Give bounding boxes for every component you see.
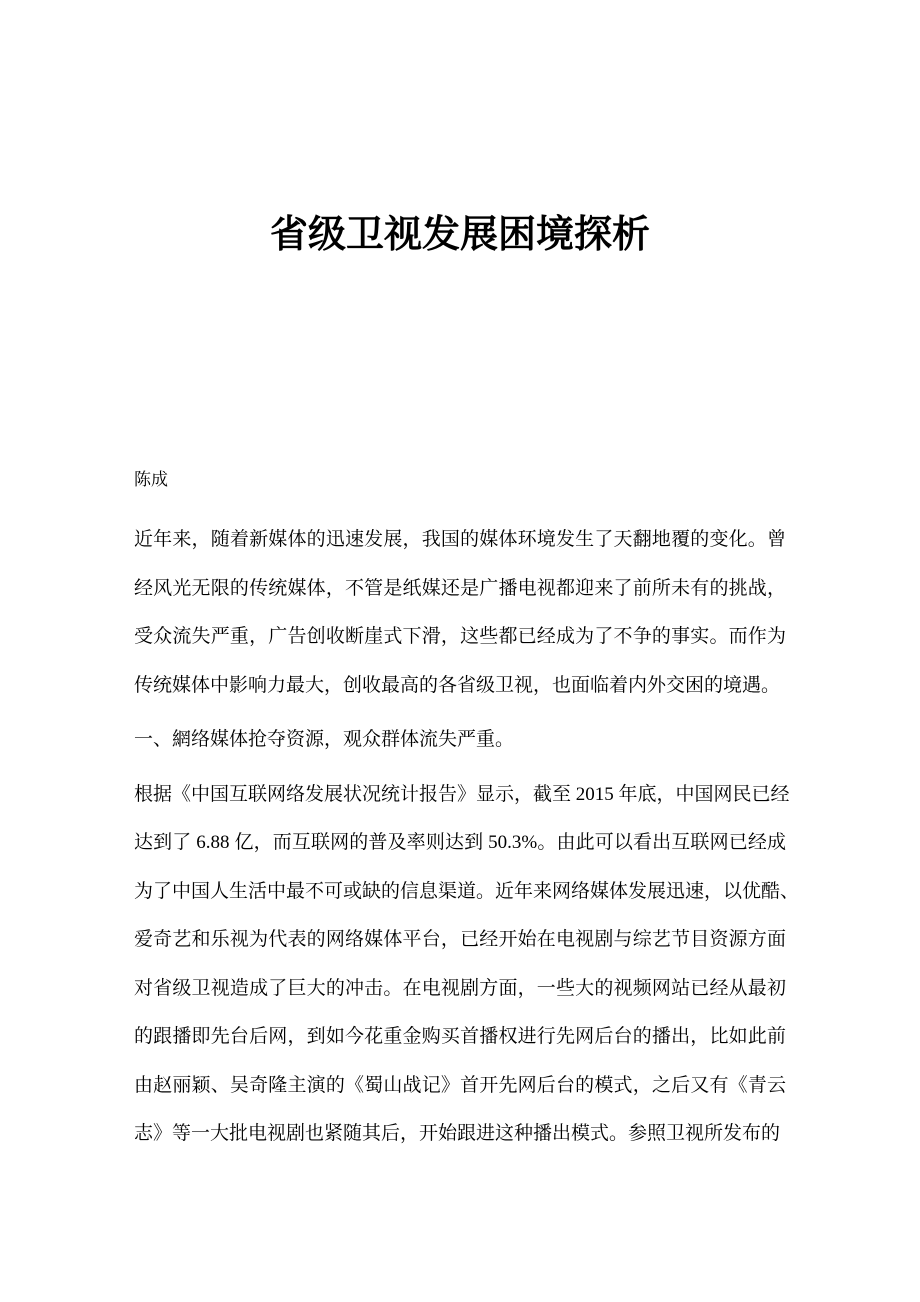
author-name: 陈成 [134, 470, 168, 489]
text-line: 根据《中国互联网络发展状况统计报告》显示，截至 2015 年底，中国网民已经 [134, 783, 790, 805]
text-line: 为了中国人生活中最不可或缺的信息渠道。近年来网络媒体发展迅速，以优酷、 [134, 880, 800, 902]
text-line: 传统媒体中影响力最大，创收最高的各省级卫视，也面临着内外交困的境遇。 [134, 674, 781, 696]
text-line: 经风光无限的传统媒体，不管是纸媒还是广播电视都迎来了前所未有的挑战， [134, 577, 786, 599]
text-line: 近年来，随着新媒体的迅速发展，我国的媒体环境发生了天翻地覆的变化。曾 [134, 529, 786, 550]
text-line: 对省级卫视造成了巨大的冲击。在电视剧方面，一些大的视频网站已经从最初 [134, 977, 786, 999]
body-paragraph [134, 771, 800, 1159]
section-heading [134, 716, 786, 765]
text-line: 由赵丽颖、吴奇隆主演的《蜀山战记》首开先网后台的模式，之后又有《青云 [134, 1074, 786, 1096]
page-title: 省级卫视发展困境探析 [269, 214, 650, 256]
text-line: 爱奇艺和乐视为代表的网络媒体平台，已经开始在电视剧与综艺节目资源方面 [134, 929, 786, 950]
body-paragraph [134, 516, 786, 710]
text-line: 达到了 6.88 亿，而互联网的普及率则达到 50.3%。由此可以看出互联网已经成 [134, 832, 786, 853]
text-line: 受众流失严重，广告创收断崖式下滑，这些都已经成为了不争的事实。而作为 [134, 626, 786, 647]
text-line: 志》等一大批电视剧也紧随其后，开始跟进这种播出模式。参照卫视所发布的 [134, 1123, 781, 1144]
text-line: 的跟播即先台后网，到如今花重金购买首播权进行先网后台的播出，比如此前 [134, 1026, 786, 1047]
document-blocks [134, 516, 800, 1165]
text-line: 一、網络媒体抢夺资源，观众群体流失严重。 [134, 729, 515, 750]
